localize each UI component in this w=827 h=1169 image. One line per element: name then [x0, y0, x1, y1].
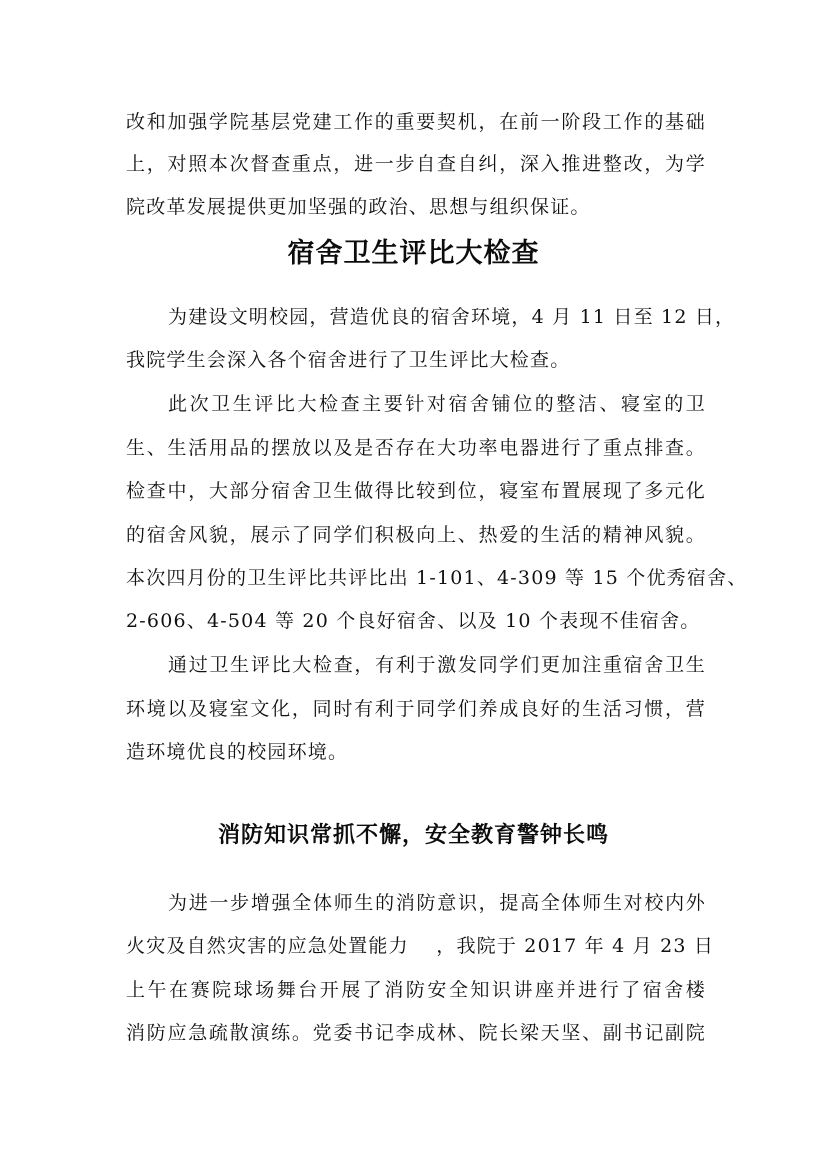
intro-line-1: 改和加强学院基层党建工作的重要契机，在前一阶段工作的基础: [126, 111, 706, 133]
section2-line-2: 火灾及自然灾害的应急处置能力 ，我院于 2017 年 4 月 23 日: [126, 935, 715, 957]
section-title-fire-safety: 消防知识常抓不懈，安全教育警钟长鸣: [217, 823, 609, 848]
section1-line-6: 的宿舍风貌，展示了同学们积极向上、热爱的生活的精神风貌。: [126, 524, 706, 546]
section2-line-1: 为进一步增强全体师生的消防意识，提高全体师生对校内外: [168, 892, 706, 914]
section1-line-4: 生、生活用品的摆放以及是否存在大功率电器进行了重点排查。: [126, 437, 706, 459]
section-title-dorm-inspection: 宿舍卫生评比大检查: [287, 238, 540, 269]
section1-line-11: 造环境优良的校园环境。: [126, 741, 349, 763]
section1-line-8: 2-606、4-504 等 20 个良好宿舍、以及 10 个表现不佳宿舍。: [126, 610, 701, 632]
section1-line-5: 检查中，大部分宿舍卫生做得比较到位，寝室布置展现了多元化: [126, 480, 706, 502]
intro-line-3: 院改革发展提供更加坚强的政治、思想与组织保证。: [126, 196, 591, 218]
section1-line-9: 通过卫生评比大检查，有利于激发同学们更加注重宿舍卫生: [168, 654, 706, 676]
section1-line-7: 本次四月份的卫生评比共评比出 1-101、4-309 等 15 个优秀宿舍、: [126, 567, 748, 589]
section1-line-10: 环境以及寝室文化，同时有利于同学们养成良好的生活习惯，营: [126, 698, 706, 720]
section1-line-2: 我院学生会深入各个宿舍进行了卫生评比大检查。: [126, 349, 571, 371]
section2-line-3: 上午在赛院球场舞台开展了消防安全知识讲座并进行了宿舍楼: [126, 979, 706, 1001]
section1-line-3: 此次卫生评比大检查主要针对宿舍铺位的整洁、寝室的卫: [168, 393, 706, 415]
section1-line-1: 为建设文明校园，营造优良的宿舍环境，4 月 11 日至 12 日，: [168, 306, 736, 328]
section2-line-4: 消防应急疏散演练。党委书记李成林、院长梁天坚、副书记副院: [126, 1022, 706, 1044]
intro-line-2: 上，对照本次督查重点，进一步自查自纠，深入推进整改，为学: [126, 153, 706, 175]
